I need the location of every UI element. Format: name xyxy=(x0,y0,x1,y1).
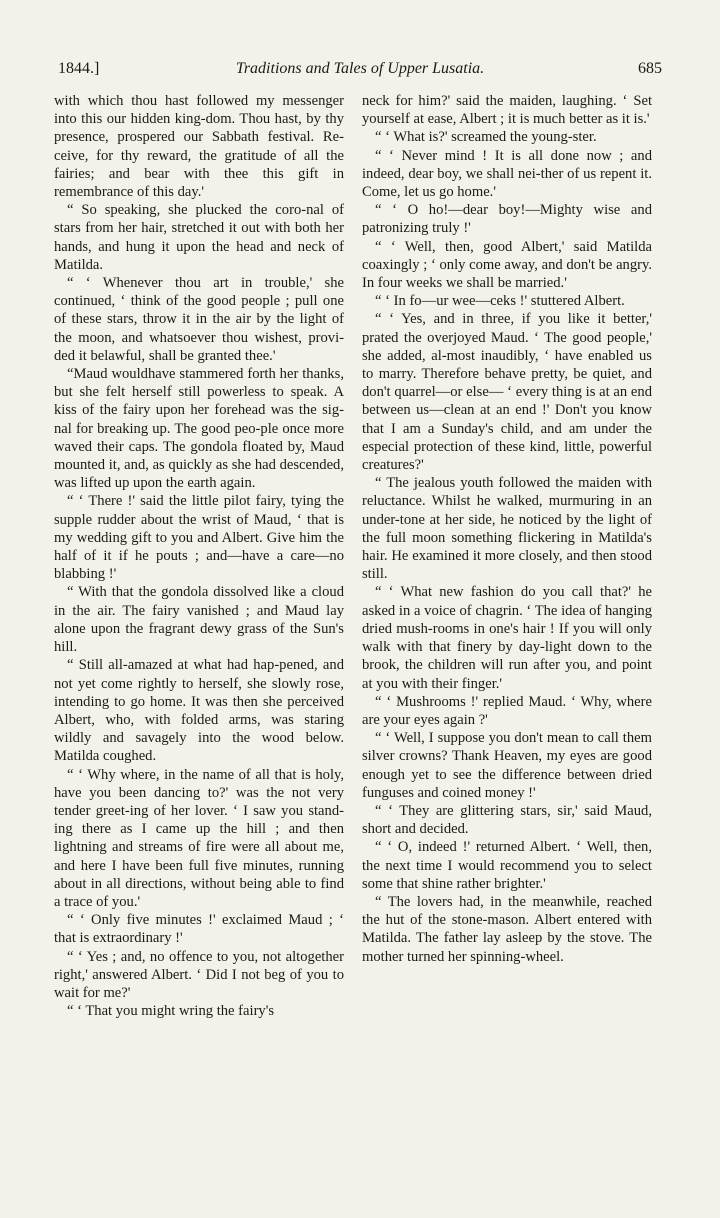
paragraph: “ ‘ That you might wring the fairy's xyxy=(67,1003,275,1020)
paragraph: “ With that the gondola dissolved like a cloud in the air. The fairy vanished ; and Maud lay alone upon the fragrant dewy grass of the Sun's hill. xyxy=(54,584,344,656)
paragraph: “ ‘ Well, I suppose you don't mean to call them silver crowns? Thank Heaven, my eyes are good enough yet to see the difference between dried funguses and coined money !' xyxy=(362,730,652,801)
paragraph: “ ‘ What is?' screamed the young-ster. xyxy=(375,129,597,146)
header-year: 1844.] xyxy=(58,60,100,77)
paragraph: “ ‘ What new fashion do you call that?' he asked in a voice of chagrin. ‘ The idea of hanging dried mush-rooms in one's hair ! If you will only walk with that finery by day-light down to the brook, the children will run after you, and point at you with their finger.' xyxy=(362,584,652,692)
paragraph: “Maud wouldhave stammered forth her thanks, but she felt herself still powerless to speak. A kiss of the fairy upon her forehead was the sig-nal for breaking up. The good peo-ple once more waved their caps. The gondola floated by, Maud mounted it, and, as quickly as she had descended, was lifted up upon the earth again. xyxy=(54,366,344,492)
paragraph: “ ‘ In fo—ur wee—ceks !' stuttered Albert. xyxy=(375,293,625,310)
paragraph: “ ‘ O, indeed !' returned Albert. ‘ Well, then, the next time I would recommend you to select some that shine rather brighter.' xyxy=(362,839,652,892)
left-column xyxy=(54,92,344,1020)
paragraph: “ ‘ Yes ; and, no offence to you, not altogether right,' answered Albert. ‘ Did I not beg of you to wait for me?' xyxy=(54,948,344,1001)
paragraph: “ ‘ They are glittering stars, sir,' said Maud, short and decided. xyxy=(362,802,652,838)
paragraph: “ ‘ O ho!—dear boy!—Mighty wise and patronizing truly !' xyxy=(362,202,652,237)
paragraph: “ Still all-amazed at what had hap-pened, and not yet come rightly to herself, she slowly rose, intending to go home. It was then she perceived Albert, who, with folded arms, was staring wildly and savagely into the wood below. Matilda coughed. xyxy=(54,657,344,765)
paragraph: with which thou hast followed my messenger into this our hidden king-dom. Thou hast, by thy presence, prospered our Sabbath festival. Re-ceive, for thy reward, the gratitude of all the fairies; and bear with thee this gift in remembrance of this day.' xyxy=(54,93,344,201)
paragraph: “ ‘ Why where, in the name of all that is holy, have you been dancing to?' was the not very tender greet-ing of her lover. ‘ I saw you stand-ing there as I came up the hill ; and then lightning and streams of fire were all about me, and here I have been full five minutes, running about in all directions, without being able to find a trace of you.' xyxy=(54,766,344,910)
paragraph: neck for him?' said the maiden, laughing. ‘ Set yourself at ease, Albert ; it is much better as it is.' xyxy=(362,93,652,128)
paragraph: “ ‘ Well, then, good Albert,' said Matilda coaxingly ; ‘ only come away, and don't be angry. In four weeks we shall be married.' xyxy=(362,238,652,292)
paragraph: “ ‘ Mushrooms !' replied Maud. ‘ Why, where are your eyes again ?' xyxy=(362,693,652,728)
page-number: 685 xyxy=(638,60,662,77)
paragraph: “ ‘ There !' said the little pilot fairy, tying the supple rudder about the wrist of Maud, ‘ that is my wedding gift to you and Albert. Give him the half of it if he pouts ; and—have a care—no blabbing !' xyxy=(54,493,344,583)
paragraph: “ So speaking, she plucked the coro-nal of stars from her hair, stretched it out with both her hands, and hung it upon the head and neck of Matilda. xyxy=(54,202,344,273)
right-column xyxy=(362,92,652,966)
paragraph: “ The lovers had, in the meanwhile, reached the hut of the stone-mason. Albert entered with Matilda. The father lay asleep by the stove. The mother turned her spinning-wheel. xyxy=(362,893,652,965)
paragraph: “ ‘ Only five minutes !' exclaimed Maud ; ‘ that is extraordinary !' xyxy=(54,912,344,947)
paragraph: “ ‘ Never mind ! It is all done now ; and indeed, dear boy, we shall nei-ther of us repent it. Come, let us go home.' xyxy=(362,147,652,201)
paragraph: “ ‘ Yes, and in three, if you like it better,' prated the overjoyed Maud. ‘ The good people,' she added, al-most inaudibly, ‘ have enabled us to marry. Therefore behave pretty, be quiet, and don't quarrel—or else— ‘ every thing is at an end between us—clean at an end !' Don't you know that I am a Sunday's child, and am under the especial protection of these kind, little, powerful creatures?' xyxy=(362,311,652,474)
header-title: Traditions and Tales of Upper Lusatia. xyxy=(235,60,485,77)
running-header xyxy=(58,60,662,84)
paragraph: “ The jealous youth followed the maiden with reluctance. Whilst he walked, murmuring in an under-tone at her side, he noticed by the light of the full moon something flickering in Matilda's hair. He examined it more closely, and then stood still. xyxy=(362,475,652,583)
paragraph: “ ‘ Whenever thou art in trouble,' she continued, ‘ think of the good people ; pull one of these stars, throw it in the air by the light of the moon, and whatsoever thou wishest, provi-ded it belawful, shall be granted thee.' xyxy=(54,275,344,364)
